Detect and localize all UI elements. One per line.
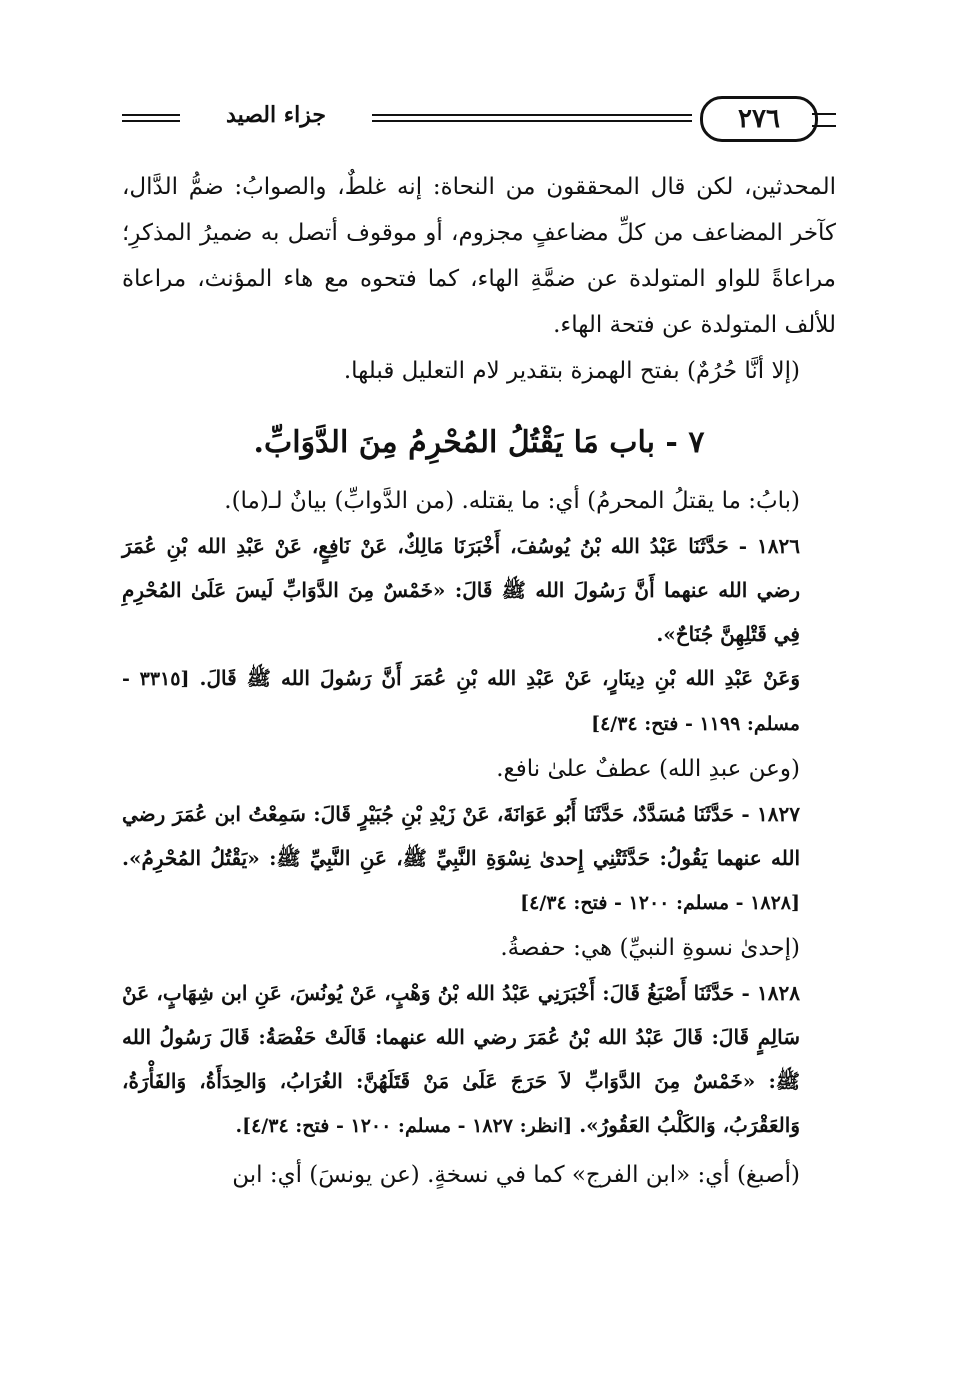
running-title: جزاء الصيد — [226, 102, 326, 128]
page-body — [122, 164, 836, 1198]
chapter-heading: ٧ - باب مَا يَقْتُلُ المُحْرِمُ مِنَ الدَّوَابِّ. — [253, 425, 705, 460]
commentary-paragraph: المحدثين، لكن قال المحققون من النحاة: إنه غلطٌ، والصوابُ: ضمُّ الدَّال، كآخر المضاعف من كلِّ مضاعفٍ مجزوم، أو موقوف أتصل به ضميرُ المذكرِ؛ مراعاةً للواو المتولدة عن ضمَّةِ الهاء، كما فتحوه مع هاء المؤنث، مراعاة للألف المتولدة عن فتحة الهاء. — [122, 174, 836, 338]
hadith-text-span: وَعَنْ عَبْدِ الله بْنِ دِينَارٍ، عَنْ عَبْدِ الله بْنِ عُمَرَ أَنَّ رَسُولَ الله ﷺ قَالَ. — [199, 666, 800, 690]
page-number: ٢٧٦ — [738, 104, 780, 134]
hadith-text-span: ١٨٢٨ - حَدَّثَنَا أَصْبَغُ قَالَ: أَخْبَرَنِي عَبْدُ الله بْنُ وَهْبٍ، عَنْ يُونُسَ، عَنِ ابن شِهَابٍ، عَنْ سَالِمٍ قَالَ: قَالَ عَبْدُ الله بْنُ عُمَرَ رضي الله عنهما: قَالَتْ حَفْصَةُ: قَالَ رَسُولُ الله ﷺ: «خَمْسٌ مِنَ الدَّوَابِّ لاَ حَرَجَ عَلَىٰ مَنْ قَتَلَهُنَّ: الغُرَابُ، وَالحِدَأَةُ، وَالفَأْرَةُ، وَالعَقْرَبُ، وَالكَلْبُ العَقُورُ». — [122, 981, 800, 1137]
hadith-text — [122, 792, 836, 925]
commentary-paragraph: (بابُ: ما يقتلُ المحرمُ) أي: ما يقتله. (من الدَّوابِّ) بيانٌ لـ(ما). — [224, 488, 800, 514]
page-header — [122, 94, 836, 144]
hadith-text — [122, 971, 836, 1148]
header-rule — [122, 114, 180, 116]
commentary-paragraph: (وعن عبدِ الله) عطفٌ علىٰ نافع. — [496, 756, 800, 782]
header-ornament — [812, 113, 836, 127]
commentary-paragraph: (أصبغ) أي: «ابن الفرج» كما في نسخةٍ. (عن يونسَ) أي: ابن — [232, 1162, 800, 1188]
hadith-text — [122, 656, 836, 746]
hadith-text: ١٨٢٦ - حَدَّثَنَا عَبْدُ الله بْنُ يُوسُفَ، أَخْبَرَنَا مَالِكٌ، عَنْ نَافِعٍ، عَنْ عَبْدِ الله بْنِ عُمَرَ رضي الله عنهما أَنَّ رَسُولَ الله ﷺ قَالَ: «خَمْسٌ مِنَ الدَّوَابِّ لَيسَ عَلَىٰ المُحْرِمِ فِي قَتْلِهِنَّ جُنَاحٌ». — [122, 534, 800, 646]
hadith-reference: [انظر: ١٨٢٧ - مسلم: ١٢٠٠ - فتح: ٤/٣٤]. — [235, 1115, 573, 1137]
page-number-box — [700, 96, 818, 142]
hadith-reference: [١٨٢٨ - مسلم: ١٢٠٠ - فتح: ٤/٣٤] — [520, 892, 800, 914]
hadith-reference: [٣٣١٥ - مسلم: ١١٩٩ - فتح: ٤/٣٤] — [122, 668, 800, 735]
commentary-paragraph: (إحدىٰ نسوةِ النبيِّ) هي: حفصةُ. — [500, 935, 800, 961]
hadith-text-span: ١٨٢٧ - حَدَّثَنَا مُسَدَّدٌ، حَدَّثَنَا أَبُو عَوَانَةَ، عَنْ زَيْدِ بْنِ جُبَيْرٍ قَالَ: سَمِعْتُ ابن عُمَرَ رضي الله عنهما يَقُولُ: حَدَّثَتْنِي إِحدىٰ نِسْوَةِ النَّبِيِّ ﷺ، عَنِ النَّبِيِّ ﷺ: «يَقْتُلُ المُحْرِمُ». — [122, 802, 800, 870]
commentary-paragraph: (إلا أنَّا حُرُمٌ) بفتح الهمزة بتقدير لام التعليل قبلها. — [343, 358, 800, 384]
header-rule — [372, 114, 692, 116]
header-rule — [122, 120, 180, 122]
header-rule — [372, 120, 692, 122]
